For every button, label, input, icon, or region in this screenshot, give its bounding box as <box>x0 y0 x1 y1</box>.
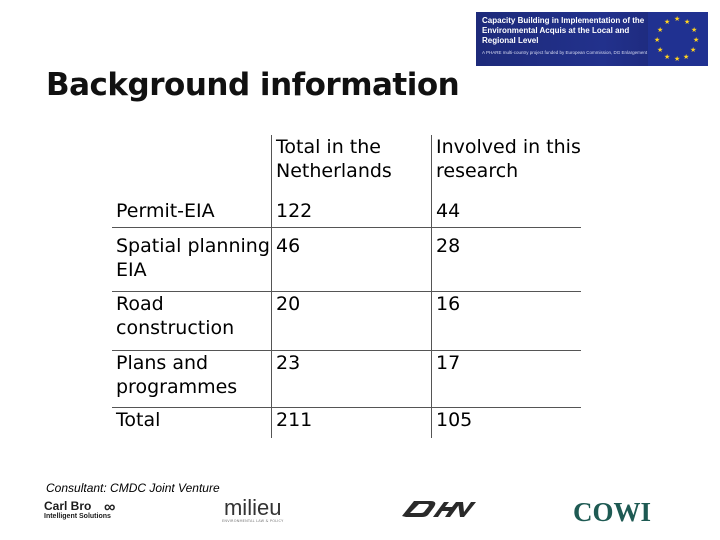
cell-value: 16 <box>432 292 582 351</box>
cell-value: 17 <box>432 351 582 408</box>
column-header: Involved in this research <box>436 136 581 182</box>
row-label: Road construction <box>112 292 272 351</box>
table-cell <box>112 135 272 228</box>
table-row <box>112 408 581 439</box>
row-label: Spatial planning EIA <box>112 228 272 292</box>
project-banner <box>476 12 708 66</box>
cell-value: 211 <box>272 408 432 439</box>
cell-value: 20 <box>272 292 432 351</box>
row-label: Permit-EIA <box>116 200 215 222</box>
slide-title: Background information <box>46 67 460 103</box>
cell-value: 23 <box>272 351 432 408</box>
banner-text <box>482 16 648 66</box>
eu-flag-icon: ★ ★ ★ ★ ★ ★ ★ ★ ★ ★ ★ ★ <box>648 12 708 66</box>
carlbro-name: Carl Bro <box>44 499 92 513</box>
cell-value: 46 <box>272 228 432 292</box>
dhv-logo-icon <box>400 498 476 520</box>
milieu-logo <box>222 497 283 523</box>
banner-title: Capacity Building in Implementation of the Environmental Acquis at the Local and Regional Level <box>482 16 645 45</box>
table-cell <box>272 135 432 228</box>
table-row <box>112 135 581 228</box>
milieu-tagline: ENVIRONMENTAL LAW & POLICY <box>222 519 284 523</box>
column-header: Total in the Netherlands <box>276 136 392 182</box>
eia-table <box>112 135 581 438</box>
carlbro-mark-icon: ∞ <box>104 499 116 516</box>
milieu-name: milieu <box>223 495 282 520</box>
table-cell <box>432 135 582 228</box>
banner-subtitle: A PHARE multi-country project funded by European Commission, DG Enlargement <box>482 50 648 55</box>
cowi-logo: COWI <box>573 497 652 527</box>
table-row <box>112 228 581 292</box>
table-row <box>112 292 581 351</box>
carlbro-logo <box>44 499 116 520</box>
cell-value: 122 <box>276 200 313 222</box>
table-row <box>112 351 581 408</box>
carlbro-tagline: Intelligent Solutions <box>44 513 111 520</box>
cell-value: 105 <box>432 408 582 439</box>
cell-value: 28 <box>432 228 582 292</box>
cell-value: 44 <box>436 200 461 222</box>
consultant-credit: Consultant: CMDC Joint Venture <box>46 481 220 495</box>
row-label: Plans and programmes <box>112 351 272 408</box>
dhv-logo <box>400 498 476 524</box>
row-label: Total <box>116 409 161 431</box>
